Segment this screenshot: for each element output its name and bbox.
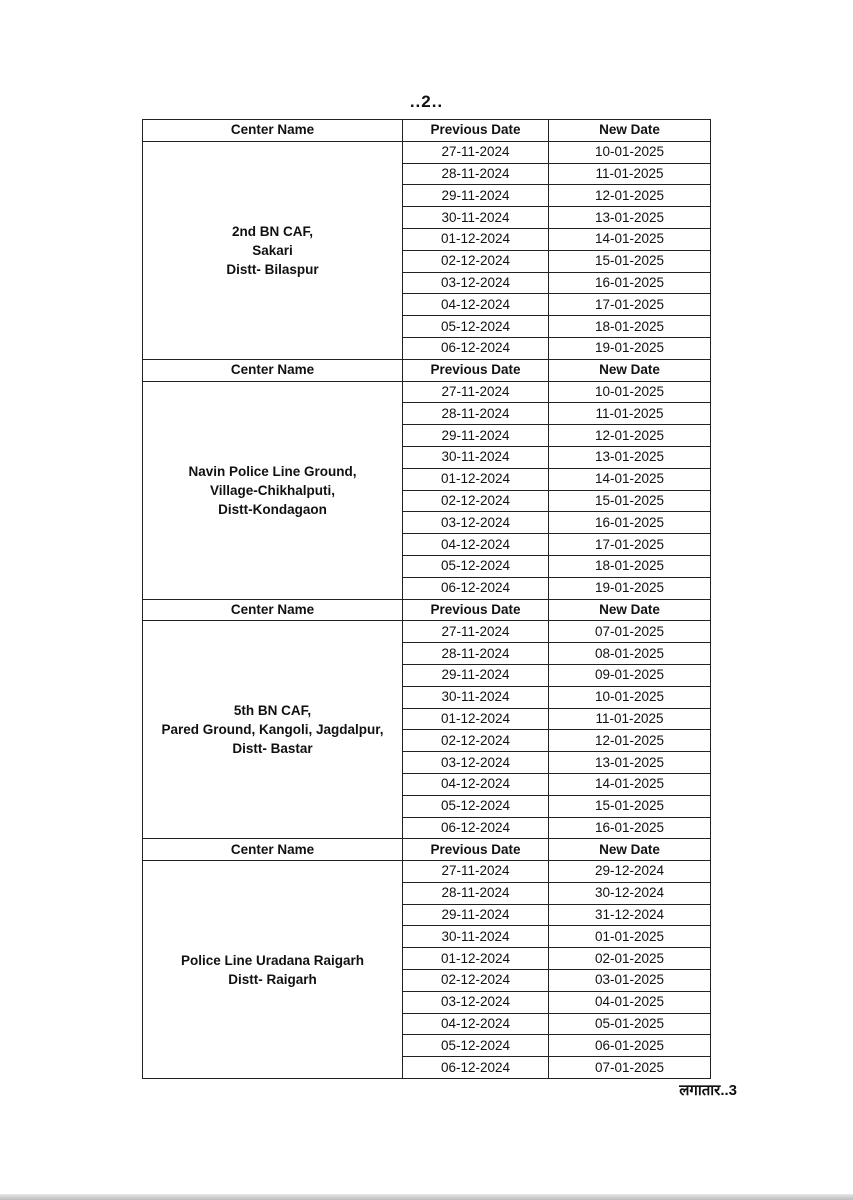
header-previous-date: Previous Date bbox=[403, 359, 549, 381]
header-center-name: Center Name bbox=[143, 120, 403, 142]
new-date-cell: 09-01-2025 bbox=[549, 664, 711, 686]
new-date-cell: 17-01-2025 bbox=[549, 534, 711, 556]
previous-date-cell: 01-12-2024 bbox=[403, 708, 549, 730]
new-date-cell: 10-01-2025 bbox=[549, 686, 711, 708]
center-name-line: Village-Chikhalputi, bbox=[209, 482, 336, 498]
previous-date-cell: 27-11-2024 bbox=[403, 141, 549, 163]
previous-date-cell: 05-12-2024 bbox=[403, 795, 549, 817]
previous-date-cell: 05-12-2024 bbox=[403, 316, 549, 338]
page-number: ..2.. bbox=[409, 92, 444, 111]
center-name-line: Distt- Bilaspur bbox=[226, 261, 319, 277]
new-date-cell: 11-01-2025 bbox=[549, 403, 711, 425]
table-row bbox=[143, 861, 711, 883]
previous-date-cell: 29-11-2024 bbox=[403, 664, 549, 686]
previous-date-cell: 01-12-2024 bbox=[403, 228, 549, 250]
previous-date-cell: 02-12-2024 bbox=[403, 970, 549, 992]
center-name-cell bbox=[143, 381, 403, 599]
new-date-cell: 10-01-2025 bbox=[549, 141, 711, 163]
center-name-cell bbox=[143, 621, 403, 839]
new-date-cell: 07-01-2025 bbox=[549, 621, 711, 643]
header-center-name: Center Name bbox=[143, 839, 403, 861]
center-name-line: 2nd BN CAF, bbox=[232, 223, 313, 239]
previous-date-cell: 04-12-2024 bbox=[403, 294, 549, 316]
new-date-cell: 12-01-2025 bbox=[549, 185, 711, 207]
previous-date-cell: 02-12-2024 bbox=[403, 490, 549, 512]
previous-date-cell: 30-11-2024 bbox=[403, 207, 549, 229]
header-row bbox=[143, 839, 711, 861]
previous-date-cell: 29-11-2024 bbox=[403, 904, 549, 926]
previous-date-cell: 01-12-2024 bbox=[403, 948, 549, 970]
previous-date-cell: 06-12-2024 bbox=[403, 1057, 549, 1079]
header-center-name: Center Name bbox=[143, 359, 403, 381]
header-new-date: New Date bbox=[549, 359, 711, 381]
new-date-cell: 30-12-2024 bbox=[549, 882, 711, 904]
new-date-cell: 15-01-2025 bbox=[549, 250, 711, 272]
previous-date-cell: 04-12-2024 bbox=[403, 534, 549, 556]
new-date-cell: 18-01-2025 bbox=[549, 316, 711, 338]
center-name-line: Distt- Raigarh bbox=[228, 971, 317, 987]
new-date-cell: 13-01-2025 bbox=[549, 446, 711, 468]
previous-date-cell: 04-12-2024 bbox=[403, 773, 549, 795]
center-name-cell bbox=[143, 861, 403, 1079]
center-name-line: Pared Ground, Kangoli, Jagdalpur, bbox=[161, 722, 384, 738]
new-date-cell: 16-01-2025 bbox=[549, 272, 711, 294]
center-name-line: Distt- Bastar bbox=[232, 741, 313, 757]
new-date-cell: 05-01-2025 bbox=[549, 1013, 711, 1035]
previous-date-cell: 30-11-2024 bbox=[403, 446, 549, 468]
new-date-cell: 14-01-2025 bbox=[549, 228, 711, 250]
previous-date-cell: 06-12-2024 bbox=[403, 577, 549, 599]
previous-date-cell: 06-12-2024 bbox=[403, 337, 549, 359]
new-date-cell: 17-01-2025 bbox=[549, 294, 711, 316]
previous-date-cell: 27-11-2024 bbox=[403, 621, 549, 643]
header-new-date: New Date bbox=[549, 839, 711, 861]
previous-date-cell: 28-11-2024 bbox=[403, 643, 549, 665]
new-date-cell: 07-01-2025 bbox=[549, 1057, 711, 1079]
previous-date-cell: 02-12-2024 bbox=[403, 730, 549, 752]
previous-date-cell: 29-11-2024 bbox=[403, 185, 549, 207]
center-name-line: Navin Police Line Ground, bbox=[188, 463, 357, 479]
new-date-cell: 14-01-2025 bbox=[549, 468, 711, 490]
schedule-body bbox=[143, 120, 711, 1079]
previous-date-cell: 30-11-2024 bbox=[403, 686, 549, 708]
header-row bbox=[143, 120, 711, 142]
new-date-cell: 03-01-2025 bbox=[549, 970, 711, 992]
previous-date-cell: 05-12-2024 bbox=[403, 1035, 549, 1057]
new-date-cell: 10-01-2025 bbox=[549, 381, 711, 403]
new-date-cell: 12-01-2025 bbox=[549, 730, 711, 752]
new-date-cell: 13-01-2025 bbox=[549, 207, 711, 229]
new-date-cell: 08-01-2025 bbox=[549, 643, 711, 665]
center-name-line: Distt-Kondagaon bbox=[218, 501, 327, 517]
header-center-name: Center Name bbox=[143, 599, 403, 621]
previous-date-cell: 05-12-2024 bbox=[403, 555, 549, 577]
previous-date-cell: 28-11-2024 bbox=[403, 403, 549, 425]
new-date-cell: 11-01-2025 bbox=[549, 708, 711, 730]
new-date-cell: 02-01-2025 bbox=[549, 948, 711, 970]
new-date-cell: 14-01-2025 bbox=[549, 773, 711, 795]
new-date-cell: 19-01-2025 bbox=[549, 337, 711, 359]
new-date-cell: 11-01-2025 bbox=[549, 163, 711, 185]
previous-date-cell: 27-11-2024 bbox=[403, 861, 549, 883]
header-previous-date: Previous Date bbox=[403, 599, 549, 621]
previous-date-cell: 30-11-2024 bbox=[403, 926, 549, 948]
header-new-date: New Date bbox=[549, 120, 711, 142]
new-date-cell: 06-01-2025 bbox=[549, 1035, 711, 1057]
header-row bbox=[143, 359, 711, 381]
previous-date-cell: 28-11-2024 bbox=[403, 882, 549, 904]
previous-date-cell: 29-11-2024 bbox=[403, 425, 549, 447]
previous-date-cell: 03-12-2024 bbox=[403, 512, 549, 534]
center-name-line: 5th BN CAF, bbox=[233, 703, 312, 719]
previous-date-cell: 01-12-2024 bbox=[403, 468, 549, 490]
header-previous-date: Previous Date bbox=[403, 120, 549, 142]
new-date-cell: 04-01-2025 bbox=[549, 991, 711, 1013]
center-name-line: Police Line Uradana Raigarh bbox=[180, 952, 365, 968]
new-date-cell: 15-01-2025 bbox=[549, 490, 711, 512]
header-row bbox=[143, 599, 711, 621]
new-date-cell: 18-01-2025 bbox=[549, 555, 711, 577]
date-schedule-table bbox=[142, 119, 711, 1079]
header-new-date: New Date bbox=[549, 599, 711, 621]
new-date-cell: 01-01-2025 bbox=[549, 926, 711, 948]
previous-date-cell: 03-12-2024 bbox=[403, 752, 549, 774]
previous-date-cell: 04-12-2024 bbox=[403, 1013, 549, 1035]
header-previous-date: Previous Date bbox=[403, 839, 549, 861]
new-date-cell: 13-01-2025 bbox=[549, 752, 711, 774]
previous-date-cell: 28-11-2024 bbox=[403, 163, 549, 185]
new-date-cell: 19-01-2025 bbox=[549, 577, 711, 599]
center-name-cell bbox=[143, 141, 403, 359]
new-date-cell: 16-01-2025 bbox=[549, 817, 711, 839]
previous-date-cell: 03-12-2024 bbox=[403, 991, 549, 1013]
previous-date-cell: 03-12-2024 bbox=[403, 272, 549, 294]
scan-bottom-edge bbox=[0, 1194, 853, 1200]
table-row bbox=[143, 381, 711, 403]
new-date-cell: 12-01-2025 bbox=[549, 425, 711, 447]
continued-note: लगातार..3 bbox=[679, 1082, 737, 1099]
previous-date-cell: 27-11-2024 bbox=[403, 381, 549, 403]
table-row bbox=[143, 621, 711, 643]
table-row bbox=[143, 141, 711, 163]
center-name-line: Sakari bbox=[252, 242, 293, 258]
new-date-cell: 15-01-2025 bbox=[549, 795, 711, 817]
previous-date-cell: 02-12-2024 bbox=[403, 250, 549, 272]
new-date-cell: 29-12-2024 bbox=[549, 861, 711, 883]
new-date-cell: 16-01-2025 bbox=[549, 512, 711, 534]
new-date-cell: 31-12-2024 bbox=[549, 904, 711, 926]
previous-date-cell: 06-12-2024 bbox=[403, 817, 549, 839]
